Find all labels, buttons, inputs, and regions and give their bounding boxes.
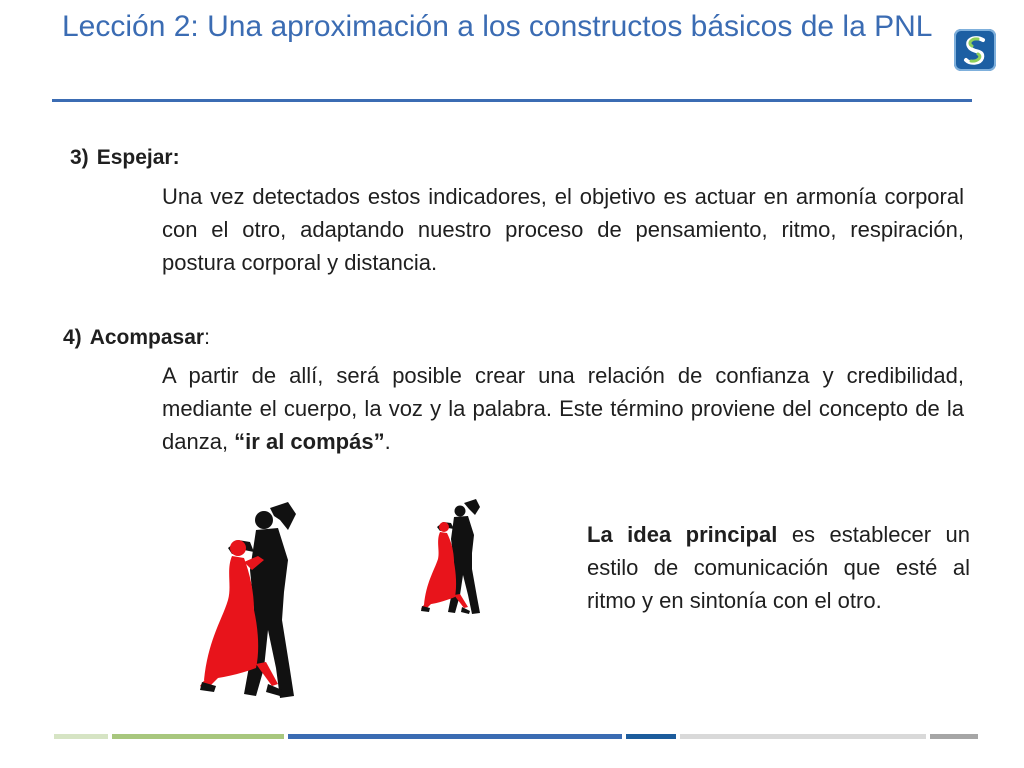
footer-bar-segment xyxy=(54,734,108,739)
footer-bar-segment xyxy=(288,734,622,739)
footer-bar-segment xyxy=(626,734,676,739)
main-idea-callout: La idea principal es establecer un estilo de comunicación que esté al ritmo y en sintonía con el otro. xyxy=(587,522,970,613)
tango-dancers-silhouette-small xyxy=(420,497,490,615)
footer-bar-segment xyxy=(930,734,978,739)
slide-title: Lección 2: Una aproximación a los constructos básicos de la PNL xyxy=(62,10,933,43)
s-swirl-logo-icon xyxy=(954,29,996,71)
tango-dancers-silhouette-large xyxy=(198,500,316,700)
title-underline xyxy=(52,99,972,102)
footer-bar-segment xyxy=(112,734,284,739)
footer-bar-segment xyxy=(680,734,926,739)
espejar-paragraph: Una vez detectados estos indicadores, el objetivo es actuar en armonía corporal con el otro, adaptando nuestro proceso de pensamiento, ritmo, respiración, postura corporal y distancia. xyxy=(162,184,964,275)
compas-quote: “ir al compás” xyxy=(234,429,385,454)
section-heading-acompasar: 4) Acompasar: xyxy=(63,326,210,349)
acompasar-paragraph: A partir de allí, será posible crear una relación de confianza y credibilidad, mediante el cuerpo, la voz y la palabra. Este término proviene del concepto de la danza, “ir al compás”. xyxy=(162,363,964,454)
section-heading-espejar: 3) Espejar: xyxy=(70,146,180,169)
